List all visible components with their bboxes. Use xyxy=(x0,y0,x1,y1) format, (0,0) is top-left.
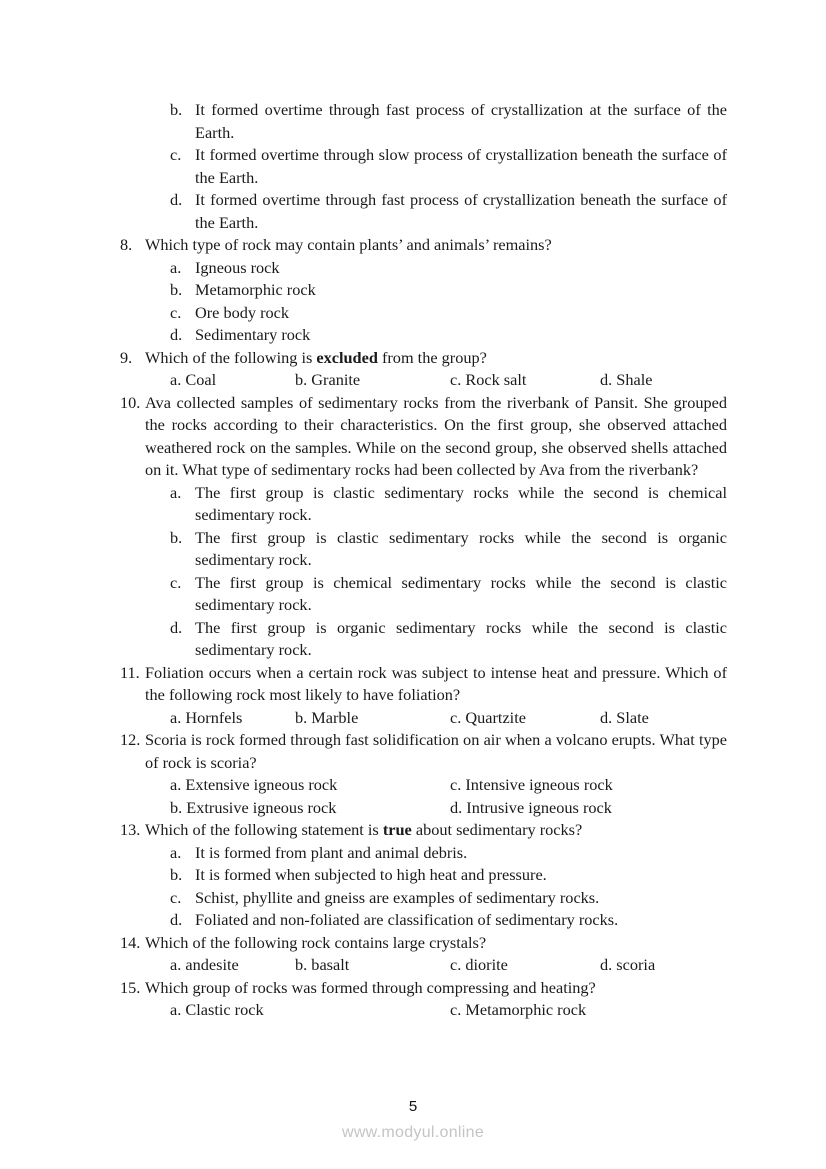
answer-option xyxy=(170,482,727,527)
option-letter: a. xyxy=(170,370,182,389)
answer-option xyxy=(170,572,727,617)
answer-option xyxy=(170,279,727,302)
option-letter: d. xyxy=(600,370,613,389)
answer-option xyxy=(450,774,613,797)
answer-option xyxy=(295,369,360,392)
answer-option xyxy=(170,707,242,730)
option-row xyxy=(0,774,826,797)
option-text: Metamorphic rock xyxy=(195,280,316,299)
option-text: basalt xyxy=(311,955,350,974)
question xyxy=(120,819,727,842)
option-text: Granite xyxy=(311,370,361,389)
option-letter: d. xyxy=(600,955,613,974)
question-text: from the group? xyxy=(377,347,487,367)
answer-option xyxy=(170,527,727,572)
answer-option xyxy=(170,369,216,392)
question-text: Which of the following rock contains large crystals? xyxy=(145,932,487,952)
question-number: 8. xyxy=(120,235,133,254)
option-text: Hornfels xyxy=(185,707,243,727)
answer-option xyxy=(600,369,652,392)
option-text: The first group is clastic sedimentary rocks while the second is organic sedimentary rock. xyxy=(195,527,727,569)
answer-option xyxy=(170,189,727,234)
option-letter: c. xyxy=(170,572,182,592)
option-text: The first group is chemical sedimentary rocks while the second is clastic sedimentary rock. xyxy=(195,572,727,614)
option-letter: a. xyxy=(170,482,182,502)
answer-option xyxy=(450,369,526,392)
option-letter: b. xyxy=(170,527,183,547)
answer-option xyxy=(170,999,264,1022)
option-text: Igneous rock xyxy=(195,257,280,277)
answer-option xyxy=(170,797,336,820)
option-letter: b. xyxy=(295,955,308,974)
option-text: It formed overtime through fast process of crystallization at the surface of the Earth. xyxy=(195,100,727,142)
option-text: scoria xyxy=(616,955,656,974)
answer-option xyxy=(170,617,727,662)
answer-option xyxy=(450,797,612,820)
question-number: 14. xyxy=(120,932,141,952)
option-letter: d. xyxy=(450,797,463,817)
option-text: Ore body rock xyxy=(195,302,290,322)
option-letter: d. xyxy=(600,707,613,727)
question xyxy=(120,932,727,955)
question xyxy=(120,662,727,707)
question xyxy=(120,234,727,257)
question-number: 10. xyxy=(120,392,141,412)
option-text: It formed overtime through slow process of crystallization beneath the surface of the Earth. xyxy=(195,145,727,187)
option-letter: b. xyxy=(170,797,183,817)
question-number: 12. xyxy=(120,730,141,749)
question-text: Ava collected samples of sedimentary rocks from the riverbank of Pansit. She grouped the rocks according to their characteristics. On the first group, she observed attached weathered rock on the samples. While on the second group, she observed shells attached on it. What type of sedimentary rocks had been collected by Ava from the riverbank? xyxy=(145,392,727,479)
watermark: www.modyul.online xyxy=(341,1124,485,1141)
option-text: Schist, phyllite and gneiss are examples of sedimentary rocks. xyxy=(195,887,600,907)
option-letter: c. xyxy=(450,955,462,974)
option-letter: c. xyxy=(450,370,462,389)
answer-option xyxy=(170,302,727,325)
option-text: Metamorphic rock xyxy=(465,1000,587,1019)
question-text: Which group of rocks was formed through compressing and heating? xyxy=(145,977,596,997)
option-letter: c. xyxy=(450,1000,462,1019)
answer-option xyxy=(600,954,655,977)
option-text: Quartzite xyxy=(465,707,526,727)
question xyxy=(120,977,727,1000)
answer-option xyxy=(450,707,526,730)
option-letter: a. xyxy=(170,707,182,727)
answer-option xyxy=(170,99,727,144)
option-row xyxy=(0,797,826,820)
option-letter: d. xyxy=(170,325,183,344)
option-row xyxy=(0,999,826,1022)
option-letter: d. xyxy=(170,190,183,209)
answer-option xyxy=(170,774,337,797)
option-text: Clastic rock xyxy=(185,1000,264,1019)
answer-option xyxy=(170,864,727,887)
option-letter: c. xyxy=(170,302,182,322)
option-text: Shale xyxy=(616,370,653,389)
option-letter: a. xyxy=(170,1000,182,1019)
answer-option xyxy=(295,707,358,730)
option-text: Marble xyxy=(311,707,359,727)
option-text: diorite xyxy=(465,955,508,974)
option-letter: a. xyxy=(170,842,182,862)
option-letter: b. xyxy=(170,100,183,119)
question-number: 13. xyxy=(120,820,141,839)
option-letter: b. xyxy=(170,280,183,299)
question-text: Scoria is rock formed through fast solidification on air when a volcano erupts. What type of rock is scoria? xyxy=(145,730,727,772)
option-text: It formed overtime through fast process of crystallization beneath the surface of the Earth. xyxy=(195,190,727,232)
document-body xyxy=(0,99,826,1022)
option-text: andesite xyxy=(185,955,239,974)
question-text: Which of the following statement is xyxy=(145,820,383,839)
option-letter: a. xyxy=(170,955,182,974)
option-text: It is formed from plant and animal debris. xyxy=(195,842,468,862)
option-letter: a. xyxy=(170,775,182,794)
page-number: 5 xyxy=(408,1098,418,1115)
question xyxy=(120,392,727,482)
question xyxy=(120,347,727,370)
option-text: Foliated and non-foliated are classification of sedimentary rocks. xyxy=(195,910,619,929)
question xyxy=(120,729,727,774)
answer-option xyxy=(170,144,727,189)
question-text: about sedimentary rocks? xyxy=(411,820,583,839)
option-letter: b. xyxy=(295,370,308,389)
option-letter: b. xyxy=(295,707,308,727)
option-text: It is formed when subjected to high heat and pressure. xyxy=(195,865,547,884)
question-text: Which of the following is xyxy=(145,347,317,367)
option-row xyxy=(0,707,826,730)
answer-option xyxy=(600,707,649,730)
question-text: Foliation occurs when a certain rock was subject to intense heat and pressure. Which of the following rock most likely to have foliation? xyxy=(145,662,727,704)
question-number: 11. xyxy=(120,662,140,682)
answer-option xyxy=(170,324,727,347)
answer-option xyxy=(450,999,586,1022)
question-number: 15. xyxy=(120,977,141,997)
option-row xyxy=(0,954,826,977)
option-text: Sedimentary rock xyxy=(195,325,311,344)
option-letter: c. xyxy=(450,707,462,727)
option-text: The first group is clastic sedimentary rocks while the second is chemical sedimentary rock. xyxy=(195,482,727,524)
answer-option xyxy=(170,887,727,910)
option-text: Coal xyxy=(185,370,217,389)
option-text: Extrusive igneous rock xyxy=(186,797,337,817)
question-text: Which type of rock may contain plants’ and animals’ remains? xyxy=(145,235,552,254)
option-letter: c. xyxy=(170,887,182,907)
option-text: Intensive igneous rock xyxy=(465,775,613,794)
option-text: Intrusive igneous rock xyxy=(466,797,612,817)
option-text: The first group is organic sedimentary rocks while the second is clastic sedimentary rock. xyxy=(195,617,727,659)
option-letter: d. xyxy=(170,617,183,637)
answer-option xyxy=(450,954,508,977)
option-letter: b. xyxy=(170,865,183,884)
option-letter: d. xyxy=(170,910,183,929)
option-text: Extensive igneous rock xyxy=(185,775,338,794)
option-row xyxy=(0,369,826,392)
answer-option xyxy=(170,257,727,280)
answer-option xyxy=(295,954,349,977)
option-letter: c. xyxy=(170,145,182,164)
option-text: Slate xyxy=(616,707,649,727)
emphasized-word: excluded xyxy=(316,347,378,367)
answer-option xyxy=(170,954,239,977)
answer-option xyxy=(170,909,727,932)
option-letter: c. xyxy=(450,775,462,794)
question-number: 9. xyxy=(120,347,133,367)
answer-option xyxy=(170,842,727,865)
emphasized-word: true xyxy=(382,820,412,839)
option-letter: a. xyxy=(170,257,182,277)
option-text: Rock salt xyxy=(465,370,527,389)
